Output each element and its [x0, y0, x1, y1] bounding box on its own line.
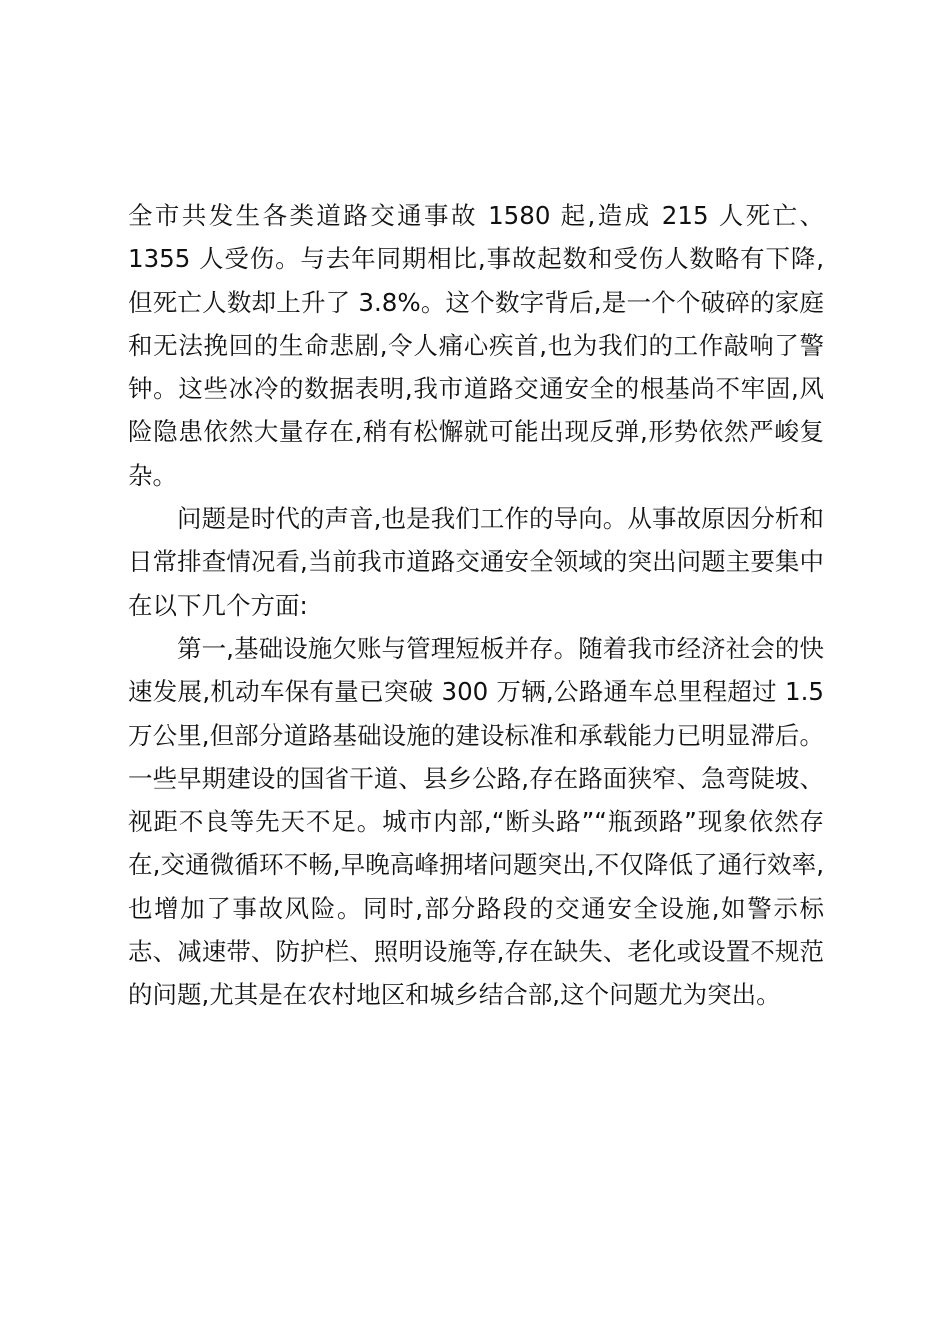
paragraph-infrastructure-issues: 第一,基础设施欠账与管理短板并存。随着我市经济社会的快速发展,机动车保有量已突破 300 万辆,公路通车总里程超过 1.5 万公里,但部分道路基础设施的建设标准和承载能力已明显滞后。一些早期建设的国省干道、县乡公路,存在路面狭窄、急弯陡坡、视距不良等先天不足。城市内部,“断头路”“瓶颈路”现象依然存在,交通微循环不畅,早晚高峰拥堵问题突出,不仅降低了通行效率,也增加了事故风险。同时,部分路段的交通安全设施,如警示标志、减速带、防护栏、照明设施等,存在缺失、老化或设置不规范的问题,尤其是在农村地区和城乡结合部,这个问题尤为突出。 [128, 633, 824, 1010]
paragraph-problem-overview: 问题是时代的声音,也是我们工作的导向。从事故原因分析和日常排查情况看,当前我市道路交通安全领域的突出问题主要集中在以下几个方面: [128, 504, 824, 620]
paragraph-accident-statistics: 全市共发生各类道路交通事故 1580 起,造成 215 人死亡、1355 人受伤。与去年同期相比,事故起数和受伤人数略有下降,但死亡人数却上升了 3.8%。这个数字背后,是一个个破碎的家庭和无法挽回的生命悲剧,令人痛心疾首,也为我们的工作敲响了警钟。这些冰冷的数据表明,我市道路交通安全的根基尚不牢固,风险隐患依然大量存在,稍有松懈就可能出现反弹,形势依然严峻复杂。 [128, 201, 824, 490]
document-body [128, 194, 824, 1017]
